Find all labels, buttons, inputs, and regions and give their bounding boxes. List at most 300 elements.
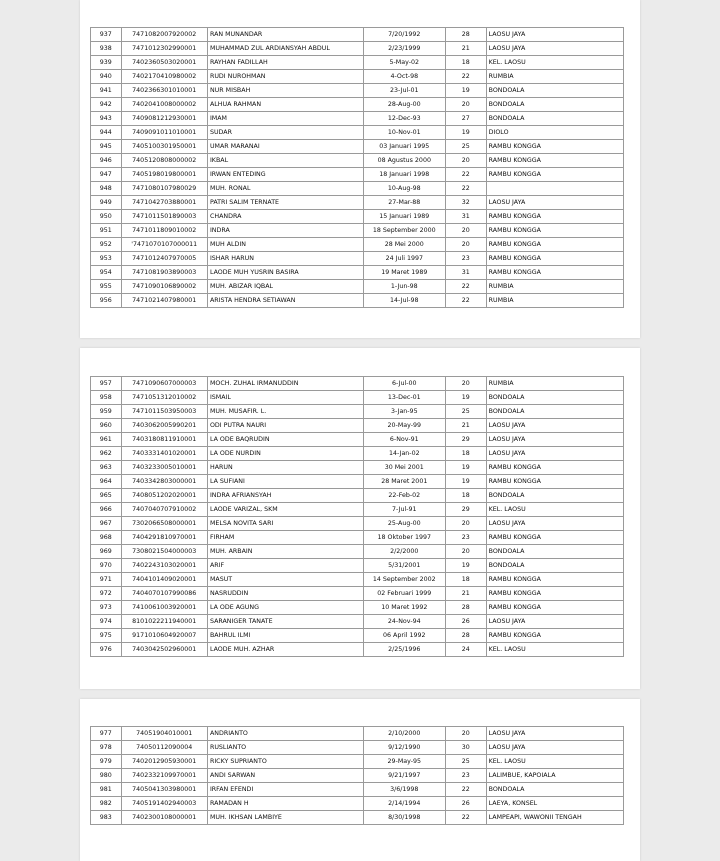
location-cell: RAMBU KONGGA [486, 461, 623, 475]
table-row [91, 433, 624, 447]
name-cell: SUDAR [207, 126, 363, 140]
name-cell: NASRUDDIN [207, 587, 363, 601]
age-cell: 25 [445, 755, 486, 769]
table-row [91, 797, 624, 811]
birth-date-cell: 19 Maret 1989 [363, 266, 445, 280]
nik-cell: 7402300108000001 [121, 811, 207, 825]
row-number-cell: 950 [91, 210, 122, 224]
name-cell: ALHUA RAHMAN [207, 98, 363, 112]
age-cell: 20 [445, 517, 486, 531]
nik-cell: 8101022211940001 [121, 615, 207, 629]
birth-date-cell: 14-Jul-98 [363, 294, 445, 308]
name-cell: MUH. IKHSAN LAMBIYE [207, 811, 363, 825]
row-number-cell: 937 [91, 28, 122, 42]
name-cell: MUH. ABIZAR IQBAL [207, 280, 363, 294]
location-cell: BONDOALA [486, 98, 623, 112]
row-number-cell: 973 [91, 601, 122, 615]
row-number-cell: 968 [91, 531, 122, 545]
table-row [91, 196, 624, 210]
birth-date-cell: 6-Jul-00 [363, 377, 445, 391]
table-row [91, 559, 624, 573]
location-cell: BONDOALA [486, 489, 623, 503]
table-row [91, 643, 624, 657]
location-cell: KEL. LAOSU [486, 56, 623, 70]
table-row [91, 755, 624, 769]
age-cell: 22 [445, 182, 486, 196]
location-cell: LAOSU JAYA [486, 517, 623, 531]
birth-date-cell: 23-Jul-01 [363, 84, 445, 98]
row-number-cell: 939 [91, 56, 122, 70]
age-cell: 25 [445, 140, 486, 154]
age-cell: 20 [445, 154, 486, 168]
age-cell: 22 [445, 811, 486, 825]
location-cell: RAMBU KONGGA [486, 587, 623, 601]
age-cell: 28 [445, 629, 486, 643]
age-cell: 21 [445, 587, 486, 601]
nik-cell: 7403233005010001 [121, 461, 207, 475]
birth-date-cell: 13-Dec-01 [363, 391, 445, 405]
nik-cell: 7403342803000001 [121, 475, 207, 489]
nik-cell: 7408051202020001 [121, 489, 207, 503]
birth-date-cell: 2/2/2000 [363, 545, 445, 559]
location-cell: RAMBU KONGGA [486, 573, 623, 587]
table-row [91, 42, 624, 56]
nik-cell: 7402243103020001 [121, 559, 207, 573]
row-number-cell: 982 [91, 797, 122, 811]
row-number-cell: 944 [91, 126, 122, 140]
location-cell: LAOSU JAYA [486, 447, 623, 461]
name-cell: NUR MISBAH [207, 84, 363, 98]
birth-date-cell: 18 Oktober 1997 [363, 531, 445, 545]
name-cell: INDRA [207, 224, 363, 238]
birth-date-cell: 27-Mar-88 [363, 196, 445, 210]
name-cell: HARUN [207, 461, 363, 475]
location-cell: RAMBU KONGGA [486, 475, 623, 489]
location-cell [486, 182, 623, 196]
age-cell: 22 [445, 70, 486, 84]
row-number-cell: 957 [91, 377, 122, 391]
age-cell: 20 [445, 727, 486, 741]
location-cell: BONDOALA [486, 559, 623, 573]
table-row [91, 112, 624, 126]
row-number-cell: 942 [91, 98, 122, 112]
age-cell: 23 [445, 769, 486, 783]
nik-cell: 7402332109970001 [121, 769, 207, 783]
name-cell: ANDRIANTO [207, 727, 363, 741]
document-page-2 [80, 348, 640, 689]
row-number-cell: 946 [91, 154, 122, 168]
row-number-cell: 945 [91, 140, 122, 154]
row-number-cell: 948 [91, 182, 122, 196]
nik-cell: 7471012302990001 [121, 42, 207, 56]
table-row [91, 419, 624, 433]
table-row [91, 405, 624, 419]
table-row [91, 545, 624, 559]
age-cell: 26 [445, 797, 486, 811]
age-cell: 18 [445, 573, 486, 587]
table-row [91, 84, 624, 98]
name-cell: RAN MUNANDAR [207, 28, 363, 42]
row-number-cell: 972 [91, 587, 122, 601]
row-number-cell: 980 [91, 769, 122, 783]
nik-cell: 7471012407970005 [121, 252, 207, 266]
location-cell: BONDOALA [486, 545, 623, 559]
row-number-cell: 951 [91, 224, 122, 238]
name-cell: UMAR MARANAI [207, 140, 363, 154]
name-cell: ISHAR HARUN [207, 252, 363, 266]
nik-cell: 7403180811910001 [121, 433, 207, 447]
location-cell: LAOSU JAYA [486, 42, 623, 56]
birth-date-cell: 3-Jan-95 [363, 405, 445, 419]
table-row [91, 741, 624, 755]
nik-cell: 7402360503020001 [121, 56, 207, 70]
row-number-cell: 981 [91, 783, 122, 797]
row-number-cell: 977 [91, 727, 122, 741]
location-cell: LAOSU JAYA [486, 615, 623, 629]
birth-date-cell: 9/21/1997 [363, 769, 445, 783]
row-number-cell: 962 [91, 447, 122, 461]
birth-date-cell: 03 Januari 1995 [363, 140, 445, 154]
age-cell: 32 [445, 196, 486, 210]
age-cell: 26 [445, 615, 486, 629]
age-cell: 19 [445, 84, 486, 98]
row-number-cell: 975 [91, 629, 122, 643]
nik-cell: 9171010604920007 [121, 629, 207, 643]
name-cell: MASUT [207, 573, 363, 587]
table-row [91, 517, 624, 531]
document-page-1 [80, 0, 640, 338]
birth-date-cell: 28-Aug-00 [363, 98, 445, 112]
name-cell: RAYHAN FADILLAH [207, 56, 363, 70]
birth-date-cell: 18 Januari 1998 [363, 168, 445, 182]
nik-cell: 7404101409020001 [121, 573, 207, 587]
age-cell: 18 [445, 56, 486, 70]
age-cell: 27 [445, 112, 486, 126]
nik-cell: 7471011809010002 [121, 224, 207, 238]
location-cell: RUMBIA [486, 280, 623, 294]
row-number-cell: 976 [91, 643, 122, 657]
nik-cell: 7409091011010001 [121, 126, 207, 140]
birth-date-cell: 08 Agustus 2000 [363, 154, 445, 168]
location-cell: RAMBU KONGGA [486, 252, 623, 266]
age-cell: 25 [445, 405, 486, 419]
age-cell: 20 [445, 224, 486, 238]
row-number-cell: 964 [91, 475, 122, 489]
nik-cell: '7471070107000011 [121, 238, 207, 252]
nik-cell: 7404291810970001 [121, 531, 207, 545]
age-cell: 19 [445, 391, 486, 405]
table-row [91, 154, 624, 168]
location-cell: RUMBIA [486, 294, 623, 308]
table-row [91, 238, 624, 252]
table-row [91, 126, 624, 140]
participant-table [90, 27, 624, 308]
row-number-cell: 955 [91, 280, 122, 294]
name-cell: MUH. ARBAIN [207, 545, 363, 559]
nik-cell: 7471011503950003 [121, 405, 207, 419]
age-cell: 20 [445, 238, 486, 252]
location-cell: RAMBU KONGGA [486, 168, 623, 182]
nik-cell: 7471090607000003 [121, 377, 207, 391]
age-cell: 20 [445, 377, 486, 391]
name-cell: MELSA NOVITA SARI [207, 517, 363, 531]
table-row [91, 573, 624, 587]
age-cell: 29 [445, 503, 486, 517]
birth-date-cell: 18 September 2000 [363, 224, 445, 238]
location-cell: DIOLO [486, 126, 623, 140]
age-cell: 22 [445, 783, 486, 797]
name-cell: LA ODE BAQRUDIN [207, 433, 363, 447]
nik-cell: 7302066508000001 [121, 517, 207, 531]
location-cell: RUMBIA [486, 70, 623, 84]
row-number-cell: 978 [91, 741, 122, 755]
nik-cell: 7405100301950001 [121, 140, 207, 154]
birth-date-cell: 2/23/1999 [363, 42, 445, 56]
row-number-cell: 979 [91, 755, 122, 769]
table-row [91, 182, 624, 196]
table-row [91, 224, 624, 238]
nik-cell: 7403042502960001 [121, 643, 207, 657]
birth-date-cell: 14-Jan-02 [363, 447, 445, 461]
row-number-cell: 970 [91, 559, 122, 573]
row-number-cell: 960 [91, 419, 122, 433]
name-cell: CHANDRA [207, 210, 363, 224]
nik-cell: 7471081903890003 [121, 266, 207, 280]
birth-date-cell: 15 Januari 1989 [363, 210, 445, 224]
nik-cell: 7403062005990201 [121, 419, 207, 433]
birth-date-cell: 28 Mei 2000 [363, 238, 445, 252]
age-cell: 29 [445, 433, 486, 447]
name-cell: LAODE MUH. AZHAR [207, 643, 363, 657]
table-row [91, 70, 624, 84]
nik-cell: 7403331401020001 [121, 447, 207, 461]
location-cell: RAMBU KONGGA [486, 238, 623, 252]
table-row [91, 783, 624, 797]
location-cell: RAMBU KONGGA [486, 224, 623, 238]
birth-date-cell: 1-Jun-98 [363, 280, 445, 294]
location-cell: RAMBU KONGGA [486, 154, 623, 168]
nik-cell: 7402012905930001 [121, 755, 207, 769]
row-number-cell: 961 [91, 433, 122, 447]
birth-date-cell: 24-Nov-94 [363, 615, 445, 629]
nik-cell: 7407040707910002 [121, 503, 207, 517]
location-cell: RAMBU KONGGA [486, 629, 623, 643]
table-row [91, 811, 624, 825]
name-cell: MUH. MUSAFIR. L. [207, 405, 363, 419]
age-cell: 23 [445, 252, 486, 266]
birth-date-cell: 2/25/1996 [363, 643, 445, 657]
location-cell: LALIMBUE, KAPOIALA [486, 769, 623, 783]
name-cell: LAODE MUH YUSRIN BASIRA [207, 266, 363, 280]
name-cell: LA SUFIANI [207, 475, 363, 489]
name-cell: IRFAN EFENDI [207, 783, 363, 797]
table-row [91, 168, 624, 182]
age-cell: 24 [445, 643, 486, 657]
location-cell: LAOSU JAYA [486, 28, 623, 42]
row-number-cell: 971 [91, 573, 122, 587]
name-cell: RUSLIANTO [207, 741, 363, 755]
birth-date-cell: 14 September 2002 [363, 573, 445, 587]
birth-date-cell: 12-Dec-93 [363, 112, 445, 126]
birth-date-cell: 6-Nov-91 [363, 433, 445, 447]
table-row [91, 489, 624, 503]
name-cell: ANDI SARWAN [207, 769, 363, 783]
age-cell: 20 [445, 98, 486, 112]
birth-date-cell: 4-Oct-98 [363, 70, 445, 84]
name-cell: LA ODE NURDIN [207, 447, 363, 461]
age-cell: 28 [445, 601, 486, 615]
table-row [91, 391, 624, 405]
age-cell: 18 [445, 489, 486, 503]
nik-cell: 74050112090004 [121, 741, 207, 755]
age-cell: 23 [445, 531, 486, 545]
birth-date-cell: 06 April 1992 [363, 629, 445, 643]
table-row [91, 615, 624, 629]
row-number-cell: 938 [91, 42, 122, 56]
birth-date-cell: 28 Maret 2001 [363, 475, 445, 489]
table-row [91, 266, 624, 280]
row-number-cell: 969 [91, 545, 122, 559]
row-number-cell: 963 [91, 461, 122, 475]
nik-cell: 7404070107990086 [121, 587, 207, 601]
row-number-cell: 949 [91, 196, 122, 210]
nik-cell: 7409081212930001 [121, 112, 207, 126]
nik-cell: 7405191402940003 [121, 797, 207, 811]
name-cell: PATRI SALIM TERNATE [207, 196, 363, 210]
name-cell: SARANIGER TANATE [207, 615, 363, 629]
nik-cell: 7471021407980001 [121, 294, 207, 308]
location-cell: LAOSU JAYA [486, 433, 623, 447]
name-cell: ODI PUTRA NAURI [207, 419, 363, 433]
row-number-cell: 954 [91, 266, 122, 280]
birth-date-cell: 2/14/1994 [363, 797, 445, 811]
nik-cell: 7471051312010002 [121, 391, 207, 405]
location-cell: RAMBU KONGGA [486, 601, 623, 615]
row-number-cell: 941 [91, 84, 122, 98]
birth-date-cell: 02 Februari 1999 [363, 587, 445, 601]
name-cell: RICKY SUPRIANTO [207, 755, 363, 769]
table-row [91, 56, 624, 70]
table-row [91, 28, 624, 42]
row-number-cell: 952 [91, 238, 122, 252]
location-cell: LAOSU JAYA [486, 419, 623, 433]
table-row [91, 252, 624, 266]
participant-table [90, 726, 624, 825]
location-cell: BONDOALA [486, 112, 623, 126]
row-number-cell: 943 [91, 112, 122, 126]
location-cell: LAOSU JAYA [486, 741, 623, 755]
nik-cell: 7410061003920001 [121, 601, 207, 615]
row-number-cell: 940 [91, 70, 122, 84]
age-cell: 30 [445, 741, 486, 755]
birth-date-cell: 25-Aug-00 [363, 517, 445, 531]
birth-date-cell: 22-Feb-02 [363, 489, 445, 503]
nik-cell: 74051904010001 [121, 727, 207, 741]
name-cell: LAODE VARIZAL, SKM [207, 503, 363, 517]
age-cell: 22 [445, 168, 486, 182]
row-number-cell: 974 [91, 615, 122, 629]
row-number-cell: 983 [91, 811, 122, 825]
birth-date-cell: 10 Maret 1992 [363, 601, 445, 615]
age-cell: 21 [445, 42, 486, 56]
age-cell: 19 [445, 559, 486, 573]
row-number-cell: 959 [91, 405, 122, 419]
row-number-cell: 953 [91, 252, 122, 266]
age-cell: 31 [445, 266, 486, 280]
age-cell: 28 [445, 28, 486, 42]
table-row [91, 727, 624, 741]
nik-cell: 7405041303980001 [121, 783, 207, 797]
age-cell: 19 [445, 126, 486, 140]
table-row [91, 377, 624, 391]
location-cell: LAMPEAPI, WAWONII TENGAH [486, 811, 623, 825]
birth-date-cell: 2/10/2000 [363, 727, 445, 741]
nik-cell: 7471042703880001 [121, 196, 207, 210]
birth-date-cell: 20-May-99 [363, 419, 445, 433]
name-cell: ARISTA HENDRA SETIAWAN [207, 294, 363, 308]
location-cell: KEL. LAOSU [486, 503, 623, 517]
birth-date-cell: 29-May-95 [363, 755, 445, 769]
nik-cell: 7471011501890003 [121, 210, 207, 224]
row-number-cell: 965 [91, 489, 122, 503]
age-cell: 31 [445, 210, 486, 224]
location-cell: BONDOALA [486, 391, 623, 405]
location-cell: LAEYA, KONSEL [486, 797, 623, 811]
birth-date-cell: 9/12/1990 [363, 741, 445, 755]
name-cell: IMAM [207, 112, 363, 126]
table-row [91, 447, 624, 461]
location-cell: RUMBIA [486, 377, 623, 391]
table-row [91, 601, 624, 615]
nik-cell: 7405198019800001 [121, 168, 207, 182]
location-cell: RAMBU KONGGA [486, 210, 623, 224]
row-number-cell: 947 [91, 168, 122, 182]
birth-date-cell: 5/31/2001 [363, 559, 445, 573]
birth-date-cell: 10-Aug-98 [363, 182, 445, 196]
table-row [91, 294, 624, 308]
name-cell: INDRA AFRIANSYAH [207, 489, 363, 503]
name-cell: MUH. RONAL [207, 182, 363, 196]
birth-date-cell: 3/6/1998 [363, 783, 445, 797]
name-cell: MOCH. ZUHAL IRMANUDDIN [207, 377, 363, 391]
name-cell: FIRHAM [207, 531, 363, 545]
birth-date-cell: 30 Mei 2001 [363, 461, 445, 475]
row-number-cell: 966 [91, 503, 122, 517]
table-row [91, 210, 624, 224]
location-cell: RAMBU KONGGA [486, 531, 623, 545]
table-row [91, 98, 624, 112]
location-cell: BONDOALA [486, 783, 623, 797]
nik-cell: 7471082007920002 [121, 28, 207, 42]
table-row [91, 280, 624, 294]
document-page-3 [80, 699, 640, 861]
row-number-cell: 956 [91, 294, 122, 308]
age-cell: 19 [445, 475, 486, 489]
name-cell: BAHRUL ILMI [207, 629, 363, 643]
age-cell: 21 [445, 419, 486, 433]
table-row [91, 769, 624, 783]
age-cell: 22 [445, 294, 486, 308]
birth-date-cell: 24 Juli 1997 [363, 252, 445, 266]
table-row [91, 475, 624, 489]
name-cell: IKBAL [207, 154, 363, 168]
nik-cell: 7402170410980002 [121, 70, 207, 84]
age-cell: 20 [445, 545, 486, 559]
participant-table [90, 376, 624, 657]
birth-date-cell: 7/20/1992 [363, 28, 445, 42]
nik-cell: 7471080107980029 [121, 182, 207, 196]
nik-cell: 7471090106890002 [121, 280, 207, 294]
